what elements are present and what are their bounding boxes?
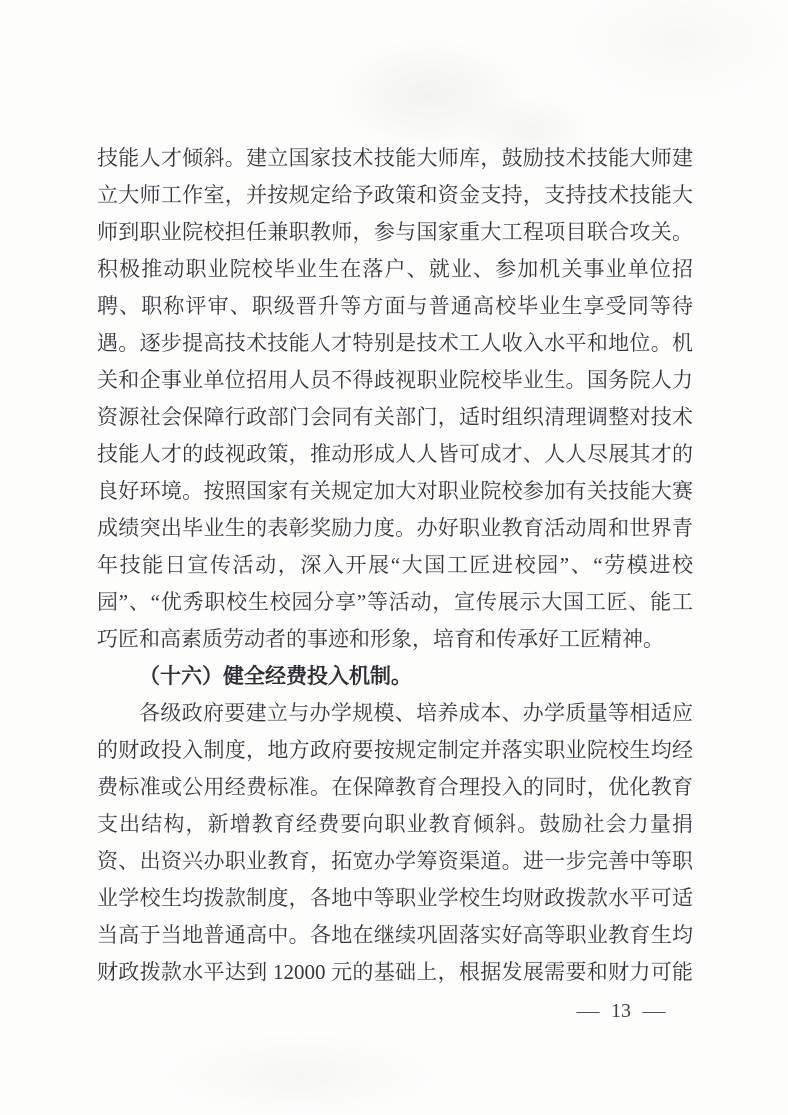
page-number <box>578 1000 664 1023</box>
text-line: 遇。逐步提高技术技能人才特别是技术工人收入水平和地位。机 <box>97 331 693 355</box>
text-line: 师到职业院校担任兼职教师，参与国家重大工程项目联合攻关。 <box>97 220 693 244</box>
text-line: 财政拨款水平达到 12000 元的基础上，根据发展需要和财力可能 <box>97 960 693 984</box>
text-line: 成绩突出毕业生的表彰奖励力度。办好职业教育活动周和世界青 <box>97 516 693 540</box>
text-line: 费标准或公用经费标准。在保障教育合理投入的同时，优化教育 <box>97 775 693 799</box>
text-line: 年技能日宣传活动，深入开展“大国工匠进校园”、“劳模进校 <box>97 553 693 577</box>
document-body <box>97 140 693 991</box>
text-line: 技能人才的歧视政策，推动形成人人皆可成才、人人尽展其才的 <box>97 442 693 466</box>
text-line: 支出结构，新增教育经费要向职业教育倾斜。鼓励社会力量捐 <box>97 812 693 836</box>
text-line: 立大师工作室，并按规定给予政策和资金支持，支持技术技能大 <box>97 183 693 207</box>
section-heading: （十六）健全经费投入机制。 <box>139 664 412 688</box>
text-line: 巧匠和高素质劳动者的事迹和形象，培育和传承好工匠精神。 <box>97 627 664 651</box>
page-number-value: 13 <box>611 1000 631 1022</box>
text-line: 良好环境。按照国家有关规定加大对职业院校参加有关技能大赛 <box>97 479 693 503</box>
text-line: 资源社会保障行政部门会同有关部门，适时组织清理调整对技术 <box>97 405 693 429</box>
text-line: 聘、职称评审、职级晋升等方面与普通高校毕业生享受同等待 <box>97 294 693 318</box>
page-number-dash-left: — <box>576 1000 600 1022</box>
text-line: 资、出资兴办职业教育，拓宽办学筹资渠道。进一步完善中等职 <box>97 849 693 873</box>
text-line: 的财政投入制度，地方政府要按规定制定并落实职业院校生均经 <box>97 738 693 762</box>
text-line: 积极推动职业院校毕业生在落户、就业、参加机关事业单位招 <box>97 257 693 281</box>
text-line: 技能人才倾斜。建立国家技术技能大师库，鼓励技术技能大师建 <box>97 146 693 170</box>
page-number-dash-right: — <box>642 1000 666 1022</box>
text-line: 园”、“优秀职校生校园分享”等活动，宣传展示大国工匠、能工 <box>97 590 693 614</box>
text-line: 业学校生均拨款制度，各地中等职业学校生均财政拨款水平可适 <box>97 886 693 910</box>
text-line: 各级政府要建立与办学规模、培养成本、办学质量等相适应 <box>139 701 693 725</box>
text-line: 关和企事业单位招用人员不得歧视职业院校毕业生。国务院人力 <box>97 368 693 392</box>
text-line: 当高于当地普通高中。各地在继续巩固落实好高等职业教育生均 <box>97 923 693 947</box>
